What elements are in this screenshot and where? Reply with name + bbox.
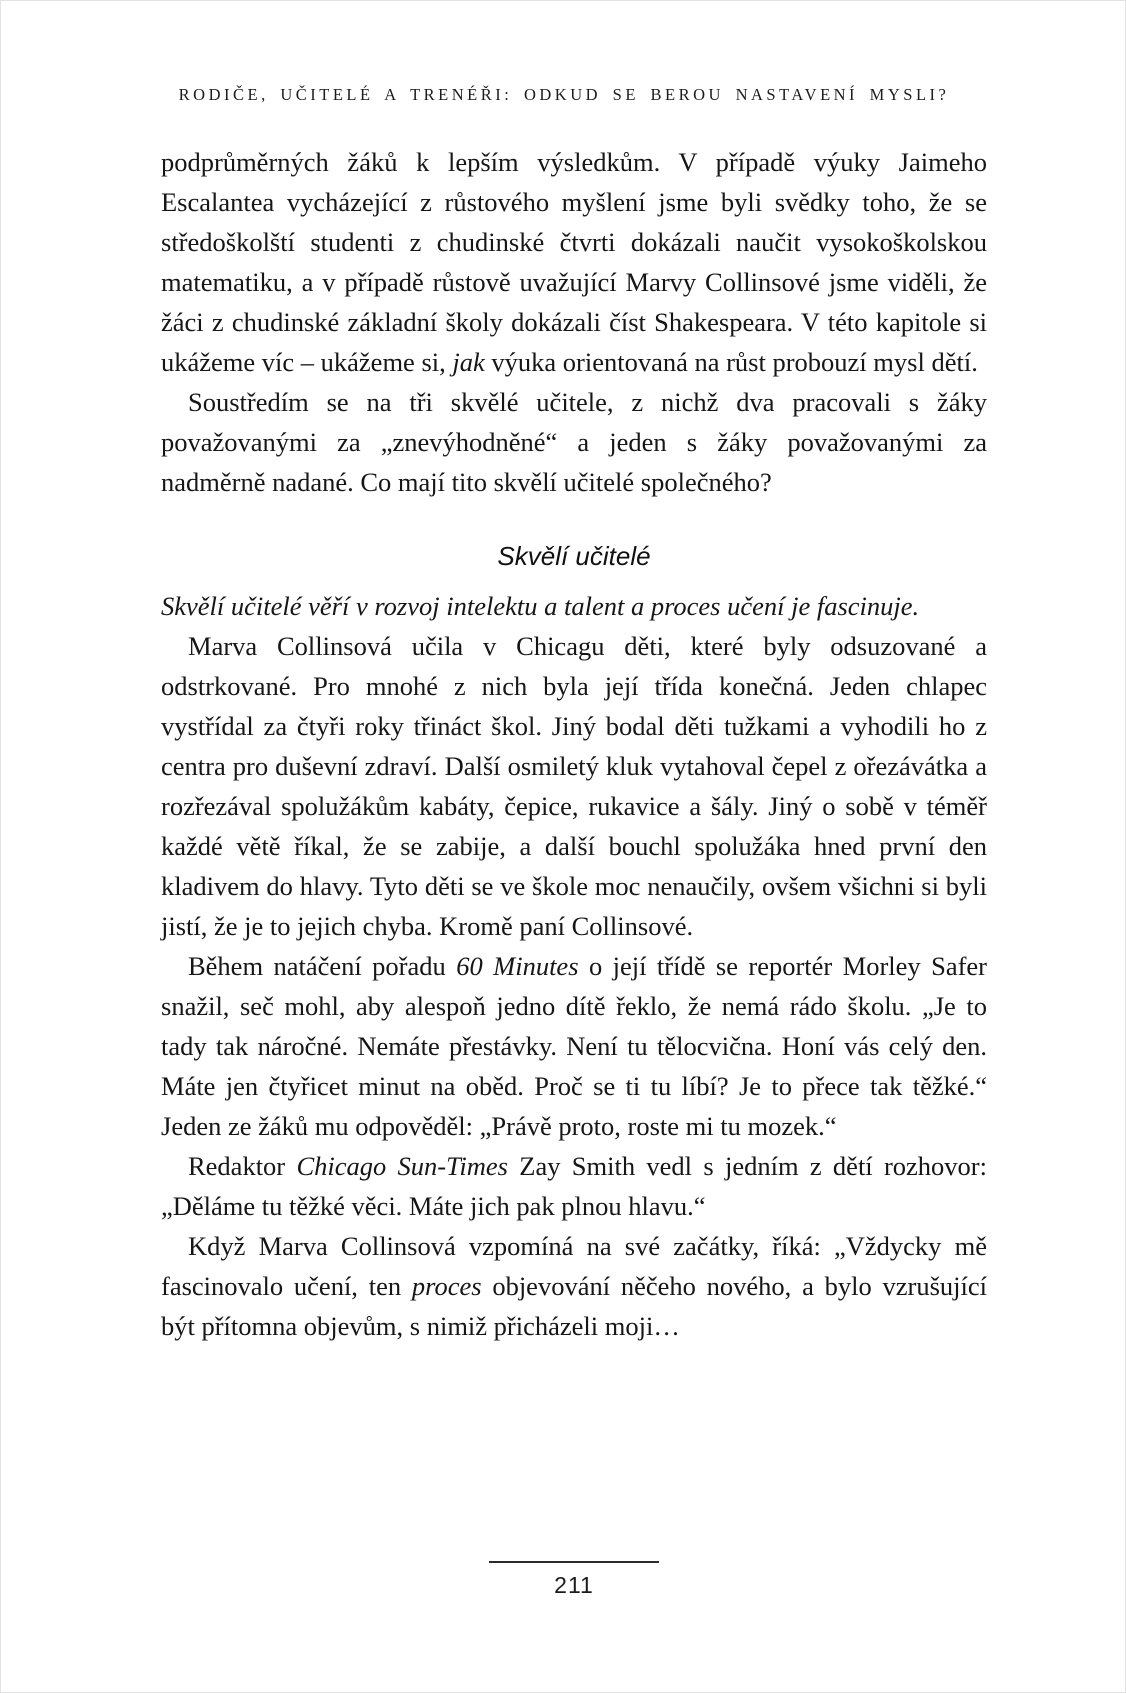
page-footer: [161, 1561, 987, 1599]
running-header: RODIČE, UČITELÉ A TRENÉŘI: ODKUD SE BEROU NASTAVENÍ MYSLI?: [178, 85, 950, 104]
paragraph: [161, 1146, 987, 1226]
paragraph: [161, 586, 987, 626]
text-run: Redaktor: [188, 1151, 297, 1181]
body-text: [161, 142, 987, 1346]
italic-text-run: jak: [452, 347, 485, 377]
text-run: objevování něčeho nového, a bylo vzrušující být přítomna objevům, s nimiž přicházeli moji…: [161, 1271, 987, 1341]
italic-text-run: proces: [411, 1271, 482, 1301]
text-run: Když Marva Collinsová vzpomíná na své začátky, říká: „Vždycky mě fascinovalo učení, ten: [161, 1231, 987, 1301]
italic-text-run: 60 Minutes: [456, 951, 579, 981]
paragraph: [161, 382, 987, 502]
text-run: Během natáčení pořadu: [188, 951, 457, 981]
section-heading: Skvělí učitelé: [497, 541, 651, 571]
footer-rule: [489, 1561, 659, 1563]
page-number: 211: [554, 1572, 594, 1598]
text-run: o její třídě se reportér Morley Safer snažil, seč mohl, aby alespoň jedno dítě řeklo, že nemá rádo školu. „Je to tady tak náročné. Nemáte přestávky. Není tu tělocvična. Honí vás celý den. Máte jen čtyřicet minut na oběd. Proč se ti tu líbí? Je to přece tak těžké.“ Jeden ze žáků mu odpověděl: „Právě proto, roste mi tu mozek.“: [161, 951, 988, 1141]
text-run: podprůměrných žáků k lepším výsledkům. V případě výuky Jaimeho Escalantea vycházející z růstového myšlení jsme byli svědky toho, že se středoškolští studenti z chudinské čtvrti dokázali naučit vysokoškolskou matematiku, a v případě růstově uvažující Marvy Collinsové jsme viděli, že žáci z chudinské základní školy dokázali číst Shakespeara. V této kapitole si ukážeme víc – ukážeme si,: [161, 147, 987, 377]
italic-text-run: Chicago Sun-Times: [296, 1151, 508, 1181]
text-run: Soustředím se na tři skvělé učitele, z nichž dva pracovali s žáky považovanými za „znevýhodněné“ a jeden s žáky považovanými za nadměrně nadané. Co mají tito skvělí učitelé společného?: [161, 387, 987, 497]
text-run: Zay Smith vedl s jedním z dětí rozhovor: „Děláme tu těžké věci. Máte jich pak plnou hlavu.“: [161, 1151, 987, 1221]
paragraph: [161, 142, 987, 382]
text-run: Marva Collinsová učila v Chicagu děti, které byly odsuzované a odstrkované. Pro mnohé z nich byla její třída konečná. Jeden chlapec vystřídal za čtyři roky třináct škol. Jiný bodal děti tužkami a vyhodili ho z centra pro duševní zdraví. Další osmiletý kluk vytahoval čepel z ořezávátka a rozřezával spolužákům kabáty, čepice, rukavice a šály. Jiný o sobě v téměř každé větě říkal, že se zabije, a další bouchl spolužáka hned první den kladivem do hlavy. Tyto děti se ve škole moc nenaučily, ovšem všichni si byli jistí, že je to jejich chyba. Kromě paní Collinsové.: [161, 631, 987, 941]
paragraph: [161, 626, 987, 946]
paragraph: [161, 1226, 987, 1346]
text-run: výuka orientovaná na růst probouzí mysl dětí.: [484, 347, 978, 377]
paragraph: [161, 946, 987, 1146]
italic-text-run: Skvělí učitelé věří v rozvoj intelektu a talent a proces učení je fascinuje.: [161, 591, 920, 621]
